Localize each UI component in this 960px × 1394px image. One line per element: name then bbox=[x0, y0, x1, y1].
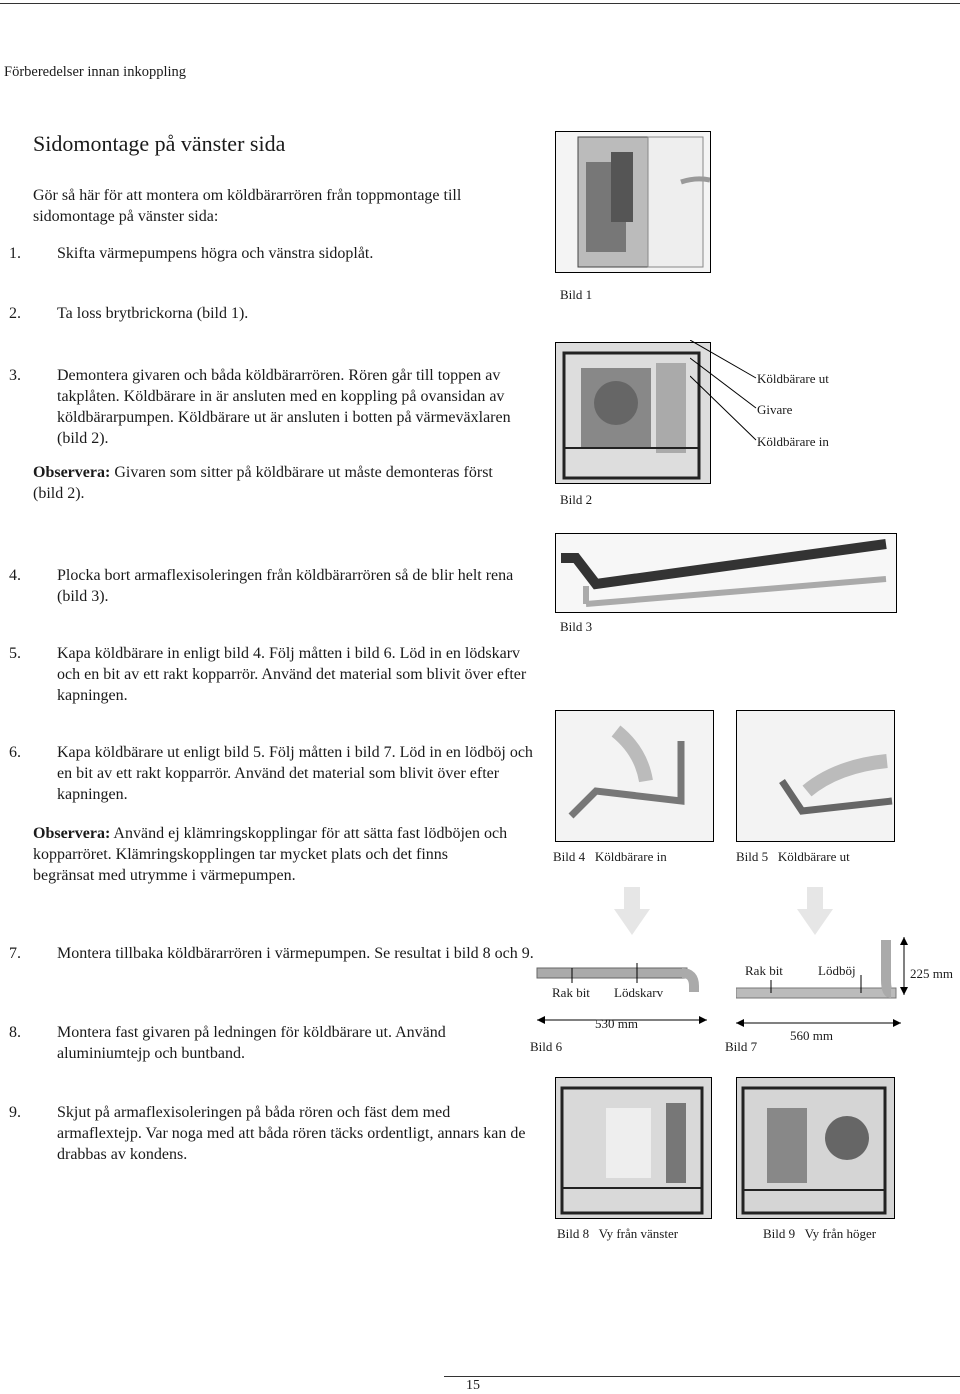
top-rule bbox=[0, 3, 960, 4]
step-number: 5. bbox=[9, 645, 21, 662]
step-5 bbox=[9, 643, 537, 706]
page-header: Förberedelser innan inkoppling bbox=[4, 64, 187, 80]
bild-2-label-in: Köldbärare in bbox=[757, 434, 829, 449]
step-1 bbox=[9, 243, 537, 264]
step-number: 1. bbox=[9, 245, 21, 262]
bild-4-photo bbox=[555, 710, 714, 842]
bild-6-label-rak-bit: Rak bit bbox=[552, 985, 590, 1000]
step-text: Demontera givaren och båda köldbärarrören. Rören går till toppen av takplåten. Köldbärare in är ansluten med en koppling på ovansidan av köldbärarpumpen. Köldbärare ut är ansluten i botten på värmeväxlaren (bild 2). bbox=[57, 367, 511, 447]
bild-9-caption: Bild 9 Vy från höger bbox=[763, 1226, 877, 1241]
note-label: Observera: bbox=[33, 464, 111, 481]
step-4 bbox=[9, 565, 537, 607]
bild-1-caption: Bild 1 bbox=[560, 287, 593, 302]
step-number: 4. bbox=[9, 567, 21, 584]
down-arrow-icon bbox=[612, 887, 652, 937]
step-8 bbox=[9, 1022, 537, 1064]
bild-9-photo bbox=[736, 1077, 895, 1219]
bild-5-photo bbox=[736, 710, 895, 842]
bild-5-caption: Bild 5 Köldbärare ut bbox=[736, 849, 850, 864]
note-label: Observera: bbox=[33, 825, 111, 842]
step-text: Kapa köldbärare ut enligt bild 5. Följ måtten i bild 7. Löd in en lödböj och en bit av ett rakt kopparrör. Använd det material som blivit över efter kapningen. bbox=[57, 744, 533, 803]
bild-1-photo bbox=[555, 131, 711, 273]
intro-text: Gör så här för att montera om köldbärarrören från toppmontage till sidomontage på vänster sida: bbox=[33, 187, 462, 225]
bild-7-label-rak-bit: Rak bit bbox=[745, 963, 783, 978]
step-2 bbox=[9, 303, 537, 324]
step-number: 3. bbox=[9, 367, 21, 384]
bild-2-label-givare: Givare bbox=[757, 402, 793, 417]
step-text: Ta loss brytbrickorna (bild 1). bbox=[57, 305, 249, 322]
step-number: 7. bbox=[9, 945, 21, 962]
bild-7-dimension-vertical: 225 mm bbox=[910, 966, 953, 981]
note-text: Använd ej klämringskopplingar för att sätta fast lödböjen och kopparröret. Klämringskopplingen tar mycket plats och det finns begränsat med utrymme i värmepumpen. bbox=[33, 825, 508, 884]
step-number: 6. bbox=[9, 744, 21, 761]
step-9 bbox=[9, 1102, 537, 1165]
step-3 bbox=[9, 365, 535, 449]
note-2 bbox=[33, 823, 513, 886]
bild-7-label-lodboj: Lödböj bbox=[818, 963, 856, 978]
bild-8-photo bbox=[555, 1077, 712, 1219]
note-1 bbox=[33, 462, 523, 504]
bild-7-caption: Bild 7 bbox=[725, 1039, 758, 1054]
note-text: Givaren som sitter på köldbärare ut måste demonteras först (bild 2). bbox=[33, 464, 493, 502]
step-number: 2. bbox=[9, 305, 21, 322]
page-number: 15 bbox=[466, 1378, 480, 1393]
step-6 bbox=[9, 742, 537, 805]
step-text: Montera tillbaka köldbärarrören i värmepumpen. Se resultat i bild 8 och 9. bbox=[57, 945, 534, 962]
bild-4-caption: Bild 4 Köldbärare in bbox=[553, 849, 667, 864]
bild-3-photo bbox=[555, 533, 897, 613]
bild-7-diagram bbox=[736, 935, 946, 1035]
down-arrow-icon bbox=[795, 887, 835, 937]
step-text: Skifta värmepumpens högra och vänstra sidoplåt. bbox=[57, 245, 374, 262]
bild-2-caption: Bild 2 bbox=[560, 492, 593, 507]
bild-3-caption: Bild 3 bbox=[560, 619, 593, 634]
step-7 bbox=[9, 943, 537, 964]
bild-6-caption: Bild 6 bbox=[530, 1039, 563, 1054]
bild-2-label-ut: Köldbärare ut bbox=[757, 371, 829, 386]
step-text: Montera fast givaren på ledningen för köldbärare ut. Använd aluminiumtejp och buntband. bbox=[57, 1024, 446, 1062]
bild-7-dimension-horizontal: 560 mm bbox=[790, 1028, 833, 1043]
step-text: Plocka bort armaflexisoleringen från köldbärarrören så de blir helt rena (bild 3). bbox=[57, 567, 514, 605]
footer-rule bbox=[444, 1376, 960, 1377]
bild-2-leader-lines bbox=[690, 340, 760, 450]
bild-6-dimension: 530 mm bbox=[595, 1016, 638, 1031]
step-text: Skjut på armaflexisoleringen på båda rören och fäst dem med armaflextejp. Var noga med att båda rören täcks ordentligt, annars kan de drabbas av kondens. bbox=[57, 1104, 526, 1163]
bild-8-caption: Bild 8 Vy från vänster bbox=[557, 1226, 679, 1241]
page-title: Sidomontage på vänster sida bbox=[33, 131, 286, 156]
step-number: 9. bbox=[9, 1104, 21, 1121]
step-text: Kapa köldbärare in enligt bild 4. Följ måtten i bild 6. Löd in en lödskarv och en bit av ett rakt kopparrör. Använd det material som blivit över efter kapningen. bbox=[57, 645, 527, 704]
bild-2-photo bbox=[555, 342, 711, 484]
bild-6-label-lodskarv: Lödskarv bbox=[614, 985, 664, 1000]
step-number: 8. bbox=[9, 1024, 21, 1041]
